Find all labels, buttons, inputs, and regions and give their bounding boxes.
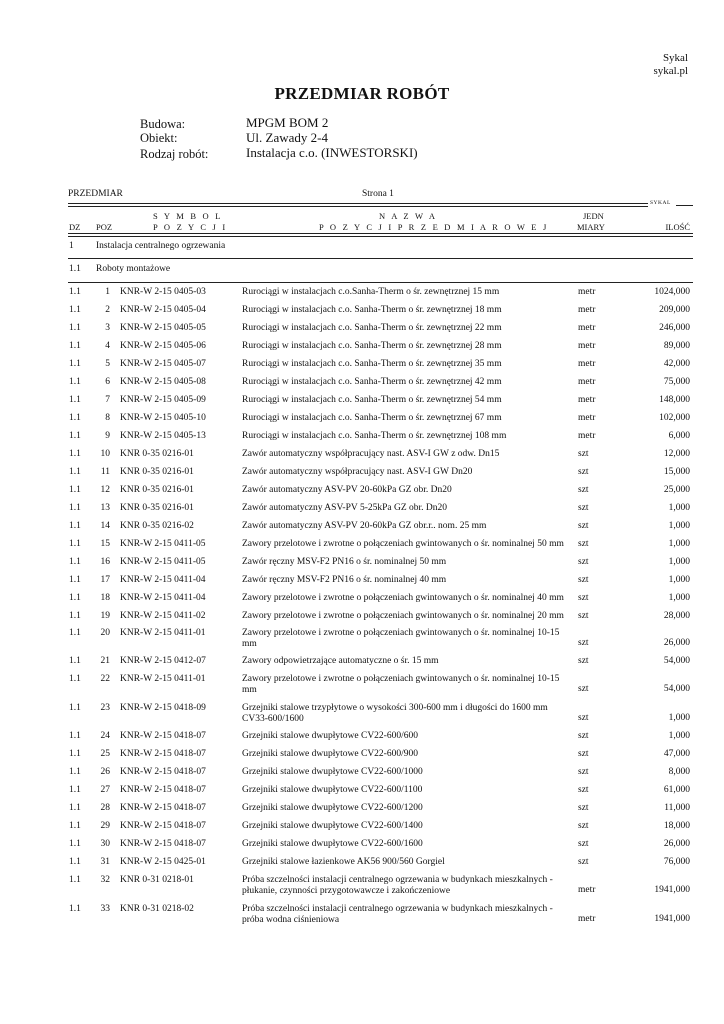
cell-symbol: KNR-W 2-15 0411-02 (120, 611, 206, 621)
cell-poz: 7 (105, 395, 110, 405)
cell-dz: 1.1 (69, 395, 81, 405)
cell-poz: 27 (100, 785, 110, 795)
cell-symbol: KNR 0-35 0216-01 (120, 503, 194, 513)
cell-unit: szt (578, 539, 589, 549)
cell-poz: 25 (100, 749, 110, 759)
cell-name: Zawory odpowietrzające automatyczne o śr. 15 mm (242, 656, 439, 666)
cell-name: Zawory przelotowe i zwrotne o połączeniach gwintowanych o śr. nominalnej 40 mm (242, 593, 564, 603)
cell-qty: 209,000 (659, 305, 690, 315)
cell-dz: 1.1 (69, 674, 81, 684)
page-title: PRZEDMIAR ROBÓT (274, 84, 450, 103)
cell-name: Rurociągi w instalacjach c.o. Sanha-Therm o śr. zewnętrznej 108 mm (242, 431, 507, 441)
cell-unit: szt (578, 767, 589, 777)
cell-dz: 1.1 (69, 904, 81, 914)
cell-unit: szt (578, 821, 589, 831)
cell-dz: 1.1 (69, 785, 81, 795)
cell-unit: szt (578, 803, 589, 813)
cell-qty: 12,000 (663, 449, 690, 459)
cell-poz: 18 (100, 593, 110, 603)
cell-symbol: KNR-W 2-15 0411-04 (120, 593, 206, 603)
cell-dz: 1.1 (69, 323, 81, 333)
cell-name: Rurociągi w instalacjach c.o. Sanha-Therm o śr. zewnętrznej 67 mm (242, 413, 502, 423)
cell-name: Grzejniki stalowe łazienkowe AK56 900/560 Gorgiel (242, 857, 445, 867)
cell-dz: 1.1 (69, 611, 81, 621)
cell-dz: 1.1 (69, 593, 81, 603)
cell-poz: 33 (100, 904, 110, 914)
cell-unit: szt (578, 749, 589, 759)
cell-dz: 1.1 (69, 839, 81, 849)
cell-qty: 1,000 (668, 713, 690, 723)
cell-unit: szt (578, 839, 589, 849)
cell-poz: 15 (100, 539, 110, 549)
cell-symbol: KNR-W 2-15 0405-09 (120, 395, 206, 405)
cell-dz: 1.1 (69, 467, 81, 477)
header-rule-top (68, 203, 648, 207)
col-symbol-line2: P O Z Y C J I (153, 222, 228, 232)
col-symbol-line1: S Y M B O L (153, 211, 223, 221)
cell-qty: 6,000 (668, 431, 690, 441)
cell-qty: 18,000 (663, 821, 690, 831)
cell-name: Grzejniki stalowe dwupłytowe CV22-600/1100 (242, 785, 423, 795)
cell-name: Grzejniki stalowe dwupłytowe CV22-600/900 (242, 749, 418, 759)
cell-dz: 1.1 (69, 731, 81, 741)
section-title: Roboty montażowe (96, 264, 171, 274)
cell-poz: 9 (105, 431, 110, 441)
header-rule-top-end (676, 205, 693, 206)
cell-qty: 26,000 (663, 839, 690, 849)
cell-symbol: KNR-W 2-15 0405-03 (120, 287, 206, 297)
cell-name: Zawory przelotowe i zwrotne o połączeniach gwintowanych o śr. nominalnej 10-15 mm (242, 674, 560, 695)
col-name-line2: P O Z Y C J I P R Z E D M I A R O W E J (319, 222, 549, 232)
section-dz: 1 (69, 241, 74, 251)
cell-dz: 1.1 (69, 377, 81, 387)
cell-poz: 13 (100, 503, 110, 513)
cell-dz: 1.1 (69, 341, 81, 351)
cell-unit: szt (578, 575, 589, 585)
cell-qty: 25,000 (663, 485, 690, 495)
cell-unit: metr (578, 287, 596, 297)
cell-symbol: KNR 0-31 0218-01 (120, 875, 194, 885)
cell-unit: szt (578, 449, 589, 459)
cell-qty: 1,000 (668, 593, 690, 603)
cell-poz: 19 (100, 611, 110, 621)
cell-poz: 16 (100, 557, 110, 567)
cell-qty: 1,000 (668, 731, 690, 741)
cell-symbol: KNR-W 2-15 0411-05 (120, 557, 206, 567)
cell-name: Próba szczelności instalacji centralnego ogrzewania w budynkach mieszkalnych - płukanie, czynności przygotowawcze i zakończeniowe (242, 875, 553, 896)
cell-unit: szt (578, 593, 589, 603)
cell-unit: szt (578, 638, 589, 648)
cell-symbol: KNR 0-35 0216-01 (120, 485, 194, 495)
cell-name: Zawory przelotowe i zwrotne o połączeniach gwintowanych o śr. nominalnej 10-15 mm (242, 628, 560, 649)
cell-qty: 61,000 (663, 785, 690, 795)
cell-poz: 8 (105, 413, 110, 423)
cell-name: Zawór automatyczny ASV-PV 20-60kPa GZ obr.r.. nom. 25 mm (242, 521, 487, 531)
rule-brand-mark: SYKAL (650, 200, 671, 206)
cell-unit: metr (578, 885, 596, 895)
cell-dz: 1.1 (69, 413, 81, 423)
cell-dz: 1.1 (69, 749, 81, 759)
cell-qty: 1,000 (668, 539, 690, 549)
cell-name: Rurociągi w instalacjach c.o. Sanha-Therm o śr. zewnętrznej 18 mm (242, 305, 502, 315)
cell-dz: 1.1 (69, 359, 81, 369)
cell-qty: 1024,000 (654, 287, 690, 297)
cell-dz: 1.1 (69, 539, 81, 549)
cell-poz: 21 (100, 656, 110, 666)
cell-dz: 1.1 (69, 803, 81, 813)
cell-qty: 8,000 (668, 767, 690, 777)
cell-name: Rurociągi w instalacjach c.o.Sanha-Therm o śr. zewnętrznej 15 mm (242, 287, 500, 297)
cell-name: Grzejniki stalowe dwupłytowe CV22-600/1000 (242, 767, 423, 777)
cell-qty: 42,000 (663, 359, 690, 369)
cell-qty: 1941,000 (654, 914, 690, 924)
cell-qty: 1,000 (668, 575, 690, 585)
cell-name: Grzejniki stalowe dwupłytowe CV22-600/1200 (242, 803, 423, 813)
cell-name: Próba szczelności instalacji centralnego ogrzewania w budynkach mieszkalnych - próba wodna ciśnieniowa (242, 904, 553, 925)
cell-symbol: KNR-W 2-15 0405-04 (120, 305, 206, 315)
cell-qty: 76,000 (663, 857, 690, 867)
col-qty: ILOŚĆ (665, 222, 690, 232)
cell-dz: 1.1 (69, 485, 81, 495)
section-dz: 1.1 (69, 264, 81, 274)
cell-poz: 29 (100, 821, 110, 831)
cell-qty: 15,000 (663, 467, 690, 477)
cell-symbol: KNR-W 2-15 0405-05 (120, 323, 206, 333)
cell-poz: 23 (100, 703, 110, 713)
cell-dz: 1.1 (69, 875, 81, 885)
cell-dz: 1.1 (69, 628, 81, 638)
cell-unit: metr (578, 377, 596, 387)
cell-name: Zawór ręczny MSV-F2 PN16 o śr. nominalnej 40 mm (242, 575, 447, 585)
cell-symbol: KNR-W 2-15 0405-07 (120, 359, 206, 369)
cell-symbol: KNR-W 2-15 0405-10 (120, 413, 206, 423)
cell-name: Zawór automatyczny współpracujący nast. ASV-I GW Dn20 (242, 467, 473, 477)
cell-name: Rurociągi w instalacjach c.o. Sanha-Therm o śr. zewnętrznej 28 mm (242, 341, 502, 351)
cell-symbol: KNR-W 2-15 0411-01 (120, 674, 206, 684)
cell-qty: 89,000 (663, 341, 690, 351)
section-title: Instalacja centralnego ogrzewania (96, 241, 226, 251)
cell-symbol: KNR 0-35 0216-02 (120, 521, 194, 531)
cell-name: Rurociągi w instalacjach c.o. Sanha-Therm o śr. zewnętrznej 35 mm (242, 359, 502, 369)
cell-unit: szt (578, 485, 589, 495)
cell-name: Grzejniki stalowe dwupłytowe CV22-600/600 (242, 731, 418, 741)
cell-qty: 148,000 (659, 395, 690, 405)
cell-poz: 3 (105, 323, 110, 333)
cell-unit: szt (578, 521, 589, 531)
cell-poz: 14 (100, 521, 110, 531)
cell-symbol: KNR-W 2-15 0411-01 (120, 628, 206, 638)
cell-qty: 26,000 (663, 638, 690, 648)
cell-symbol: KNR-W 2-15 0418-07 (120, 803, 206, 813)
header-rule-bottom (68, 233, 693, 237)
cell-qty: 28,000 (663, 611, 690, 621)
cell-unit: metr (578, 413, 596, 423)
cell-unit: szt (578, 467, 589, 477)
label-budowa: Budowa: (140, 117, 186, 131)
col-dz: DZ (69, 222, 81, 232)
brand-name: Sykal (662, 52, 688, 64)
cell-qty: 54,000 (663, 684, 690, 694)
cell-symbol: KNR-W 2-15 0418-09 (120, 703, 206, 713)
cell-name: Grzejniki stalowe dwupłytowe CV22-600/1600 (242, 839, 423, 849)
cell-symbol: KNR-W 2-15 0411-04 (120, 575, 206, 585)
cell-unit: szt (578, 713, 589, 723)
cell-unit: szt (578, 857, 589, 867)
cell-dz: 1.1 (69, 521, 81, 531)
cell-poz: 4 (105, 341, 110, 351)
cell-symbol: KNR 0-35 0216-01 (120, 449, 194, 459)
cell-name: Zawór automatyczny ASV-PV 5-25kPa GZ obr. Dn20 (242, 503, 448, 513)
cell-poz: 10 (100, 449, 110, 459)
cell-qty: 1941,000 (654, 885, 690, 895)
col-unit-line1: JEDN (583, 211, 604, 221)
cell-name: Rurociągi w instalacjach c.o. Sanha-Therm o śr. zewnętrznej 54 mm (242, 395, 502, 405)
value-obiekt: Ul. Zawady 2-4 (246, 130, 328, 145)
cell-dz: 1.1 (69, 449, 81, 459)
cell-unit: metr (578, 305, 596, 315)
cell-symbol: KNR 0-31 0218-02 (120, 904, 194, 914)
cell-dz: 1.1 (69, 557, 81, 567)
cell-qty: 246,000 (659, 323, 690, 333)
cell-name: Grzejniki stalowe dwupłytowe CV22-600/1400 (242, 821, 423, 831)
cell-name: Rurociągi w instalacjach c.o. Sanha-Therm o śr. zewnętrznej 22 mm (242, 323, 502, 333)
col-name-line1: N A Z W A (379, 211, 438, 221)
cell-symbol: KNR-W 2-15 0418-07 (120, 731, 206, 741)
cell-unit: metr (578, 431, 596, 441)
cell-symbol: KNR-W 2-15 0418-07 (120, 767, 206, 777)
cell-name: Grzejniki stalowe trzypłytowe o wysokości 300-600 mm i długości do 1600 mm CV33-600/1600 (242, 703, 548, 724)
cell-poz: 6 (105, 377, 110, 387)
value-rodzaj-robot: Instalacja c.o. (INWESTORSKI) (246, 145, 418, 160)
cell-dz: 1.1 (69, 767, 81, 777)
cell-poz: 17 (100, 575, 110, 585)
cell-poz: 5 (105, 359, 110, 369)
cell-dz: 1.1 (69, 857, 81, 867)
cell-name: Zawór ręczny MSV-F2 PN16 o śr. nominalnej 50 mm (242, 557, 447, 567)
cell-symbol: KNR-W 2-15 0418-07 (120, 749, 206, 759)
cell-symbol: KNR 0-35 0216-01 (120, 467, 194, 477)
cell-name: Zawór automatyczny ASV-PV 20-60kPa GZ obr. Dn20 (242, 485, 452, 495)
cell-symbol: KNR-W 2-15 0425-01 (120, 857, 206, 867)
cell-poz: 24 (100, 731, 110, 741)
cell-poz: 12 (100, 485, 110, 495)
cell-qty: 102,000 (659, 413, 690, 423)
cell-dz: 1.1 (69, 656, 81, 666)
cell-symbol: KNR-W 2-15 0405-08 (120, 377, 206, 387)
cell-unit: szt (578, 731, 589, 741)
cell-symbol: KNR-W 2-15 0405-06 (120, 341, 206, 351)
cell-poz: 26 (100, 767, 110, 777)
cell-name: Zawory przelotowe i zwrotne o połączeniach gwintowanych o śr. nominalnej 20 mm (242, 611, 564, 621)
cell-dz: 1.1 (69, 703, 81, 713)
col-unit-line2: MIARY (577, 222, 605, 232)
cell-poz: 2 (105, 305, 110, 315)
cell-qty: 11,000 (664, 803, 690, 813)
cell-poz: 32 (100, 875, 110, 885)
cell-unit: metr (578, 341, 596, 351)
cell-unit: szt (578, 557, 589, 567)
cell-name: Zawory przelotowe i zwrotne o połączeniach gwintowanych o śr. nominalnej 50 mm (242, 539, 564, 549)
section-divider (68, 258, 693, 259)
cell-qty: 1,000 (668, 557, 690, 567)
cell-poz: 20 (100, 628, 110, 638)
cell-dz: 1.1 (69, 503, 81, 513)
cell-qty: 1,000 (668, 503, 690, 513)
cell-poz: 31 (100, 857, 110, 867)
cell-poz: 30 (100, 839, 110, 849)
cell-symbol: KNR-W 2-15 0418-07 (120, 821, 206, 831)
cell-symbol: KNR-W 2-15 0405-13 (120, 431, 206, 441)
label-obiekt: Obiekt: (140, 131, 178, 145)
cell-dz: 1.1 (69, 287, 81, 297)
cell-poz: 22 (100, 674, 110, 684)
cell-dz: 1.1 (69, 431, 81, 441)
page-number: Strona 1 (362, 189, 394, 199)
doc-label: PRZEDMIAR (68, 189, 123, 199)
cell-unit: szt (578, 684, 589, 694)
cell-qty: 54,000 (663, 656, 690, 666)
cell-unit: metr (578, 395, 596, 405)
cell-poz: 1 (105, 287, 110, 297)
cell-unit: metr (578, 359, 596, 369)
cell-poz: 11 (100, 467, 110, 477)
brand-url: sykal.pl (653, 65, 688, 77)
cell-unit: szt (578, 503, 589, 513)
label-rodzaj-robot: Rodzaj robót: (140, 147, 209, 161)
cell-unit: metr (578, 914, 596, 924)
cell-unit: szt (578, 785, 589, 795)
cell-symbol: KNR-W 2-15 0412-07 (120, 656, 206, 666)
cell-qty: 75,000 (663, 377, 690, 387)
cell-qty: 47,000 (663, 749, 690, 759)
cell-poz: 28 (100, 803, 110, 813)
col-poz: POZ (96, 222, 113, 232)
cell-unit: szt (578, 656, 589, 666)
cell-qty: 1,000 (668, 521, 690, 531)
cell-symbol: KNR-W 2-15 0411-05 (120, 539, 206, 549)
cell-unit: szt (578, 611, 589, 621)
value-budowa: MPGM BOM 2 (246, 115, 329, 130)
cell-symbol: KNR-W 2-15 0418-07 (120, 785, 206, 795)
cell-dz: 1.1 (69, 821, 81, 831)
cell-name: Zawór automatyczny współpracujący nast. ASV-I GW z odw. Dn15 (242, 449, 500, 459)
cell-dz: 1.1 (69, 305, 81, 315)
section-divider (68, 282, 693, 283)
cell-dz: 1.1 (69, 575, 81, 585)
cell-unit: metr (578, 323, 596, 333)
cell-name: Rurociągi w instalacjach c.o. Sanha-Therm o śr. zewnętrznej 42 mm (242, 377, 502, 387)
cell-symbol: KNR-W 2-15 0418-07 (120, 839, 206, 849)
